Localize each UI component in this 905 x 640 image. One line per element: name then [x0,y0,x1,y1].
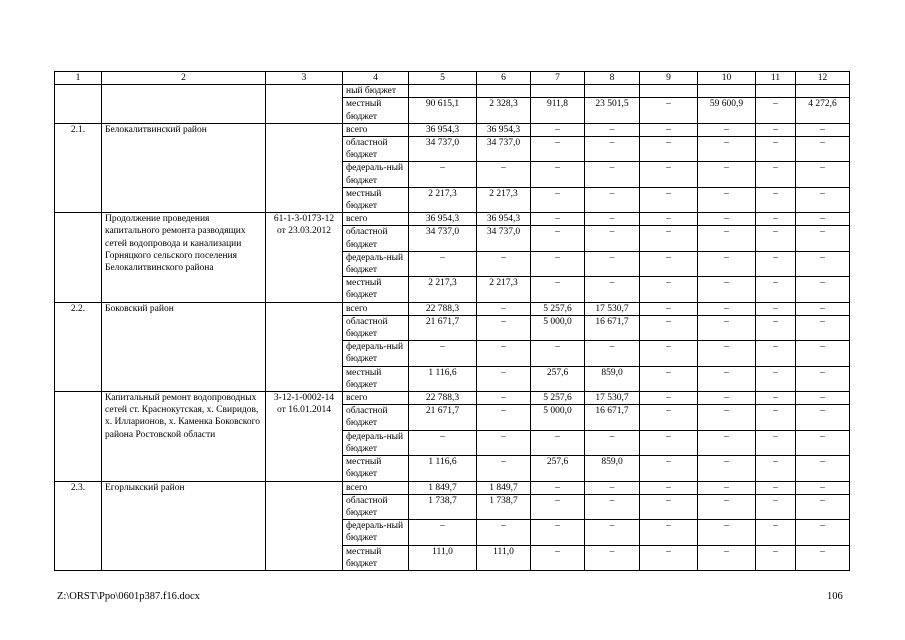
amount-cell: – [585,226,640,251]
amount-cell: – [477,392,531,405]
amount-cell: – [477,302,531,315]
amount-cell: – [756,494,796,519]
amount-cell: – [640,494,698,519]
amount-cell: – [698,277,756,302]
column-number-cell: 6 [477,72,531,85]
amount-cell: – [477,405,531,430]
funding-source-cell: областной бюджет [343,137,409,162]
amount-cell [698,85,756,98]
amount-cell: 257,6 [531,366,585,391]
amount-cell: – [585,430,640,455]
amount-cell: – [477,162,531,187]
amount-cell: 859,0 [585,366,640,391]
amount-cell [640,85,698,98]
amount-cell: 111,0 [409,545,477,570]
column-number-cell: 2 [102,72,266,85]
table-row [55,85,850,98]
amount-cell: – [698,251,756,276]
amount-cell: 21 671,7 [409,405,477,430]
amount-cell: – [756,366,796,391]
amount-cell: – [640,430,698,455]
amount-cell: – [796,405,850,430]
amount-cell: 5 000,0 [531,315,585,340]
funding-source-cell: областной бюджет [343,494,409,519]
amount-cell: 34 737,0 [409,137,477,162]
item-number-cell: 2.3. [55,481,102,570]
amount-cell: – [585,162,640,187]
amount-cell [585,85,640,98]
amount-cell: – [585,251,640,276]
item-number-cell [55,85,102,124]
footer-page-number: 106 [827,591,843,602]
amount-cell: 16 671,7 [585,405,640,430]
amount-cell: – [640,123,698,136]
amount-cell: – [585,213,640,226]
amount-cell: – [531,520,585,545]
amount-cell: 5 257,6 [531,302,585,315]
amount-cell: – [409,430,477,455]
amount-cell: – [531,481,585,494]
amount-cell: 911,8 [531,98,585,123]
amount-cell: – [756,315,796,340]
amount-cell: – [698,494,756,519]
amount-cell: 22 788,3 [409,392,477,405]
amount-cell: – [531,213,585,226]
amount-cell: 1 849,7 [477,481,531,494]
amount-cell: – [698,545,756,570]
amount-cell: – [796,162,850,187]
amount-cell: 1 849,7 [409,481,477,494]
amount-cell: – [640,481,698,494]
table-row [55,392,850,405]
column-number-cell: 5 [409,72,477,85]
amount-cell: – [698,481,756,494]
amount-cell: – [796,545,850,570]
amount-cell: – [585,277,640,302]
amount-cell: 34 737,0 [477,137,531,162]
amount-cell: – [756,213,796,226]
amount-cell: – [796,366,850,391]
amount-cell: – [640,187,698,212]
expertise-code-cell [266,302,343,391]
amount-cell: – [477,456,531,481]
amount-cell: – [531,251,585,276]
amount-cell: – [585,123,640,136]
column-number-cell: 8 [585,72,640,85]
funding-source-cell: всего [343,213,409,226]
amount-cell: 36 954,3 [477,213,531,226]
amount-cell: 111,0 [477,545,531,570]
column-number-cell: 10 [698,72,756,85]
amount-cell: 16 671,7 [585,315,640,340]
amount-cell: – [756,98,796,123]
funding-source-cell: федераль-ный бюджет [343,430,409,455]
amount-cell: – [585,545,640,570]
amount-cell: 2 217,3 [409,277,477,302]
amount-cell: – [698,405,756,430]
amount-cell: – [585,520,640,545]
funding-source-cell: местный бюджет [343,277,409,302]
amount-cell: – [531,162,585,187]
amount-cell: 23 501,5 [585,98,640,123]
funding-source-cell: федераль-ный бюджет [343,162,409,187]
amount-cell: – [477,251,531,276]
amount-cell: 90 615,1 [409,98,477,123]
amount-cell: – [756,481,796,494]
amount-cell: 2 217,3 [409,187,477,212]
amount-cell: – [640,392,698,405]
amount-cell: – [756,251,796,276]
amount-cell: – [756,187,796,212]
amount-cell: – [796,123,850,136]
amount-cell: – [477,520,531,545]
amount-cell: – [756,162,796,187]
column-number-row [55,72,850,85]
amount-cell: – [640,302,698,315]
amount-cell: 34 737,0 [409,226,477,251]
amount-cell: – [698,392,756,405]
object-name-cell: Капитальный ремонт водопроводных сетей ст. Краснокутская, х. Свиридов, х. Илларионов, х. Каменка Боковского района Ростовской области [102,392,266,481]
amount-cell: – [640,226,698,251]
amount-cell: – [756,545,796,570]
amount-cell [477,85,531,98]
amount-cell: – [698,315,756,340]
item-number-cell [55,392,102,481]
funding-source-cell: областной бюджет [343,405,409,430]
amount-cell: – [698,430,756,455]
amount-cell: – [796,302,850,315]
funding-source-cell: федераль-ный бюджет [343,520,409,545]
amount-cell: – [796,251,850,276]
amount-cell: – [698,162,756,187]
object-name-cell: Продолжение проведения капитального ремонта разводящих сетей водопровода и канализации Горняцкого сельского поселения Белокалитвинского района [102,213,266,302]
amount-cell: – [756,341,796,366]
funding-source-cell: всего [343,392,409,405]
expertise-code-cell [266,85,343,124]
amount-cell: – [796,430,850,455]
table-body [55,72,850,571]
column-number-cell: 7 [531,72,585,85]
amount-cell: – [756,302,796,315]
amount-cell [531,85,585,98]
amount-cell: 1 738,7 [409,494,477,519]
amount-cell: 1 116,6 [409,456,477,481]
amount-cell: – [585,481,640,494]
amount-cell: – [796,520,850,545]
column-number-cell: 9 [640,72,698,85]
funding-source-cell: областной бюджет [343,226,409,251]
amount-cell: – [796,137,850,162]
footer-file-path: Z:\ORST\Ppo\0601p387.f16.docx [57,591,200,602]
amount-cell: – [698,123,756,136]
funding-source-cell: областной бюджет [343,315,409,340]
funding-source-cell: федераль-ный бюджет [343,251,409,276]
amount-cell: – [585,494,640,519]
amount-cell: – [531,226,585,251]
column-number-cell: 3 [266,72,343,85]
amount-cell: 22 788,3 [409,302,477,315]
amount-cell: 5 000,0 [531,405,585,430]
object-name-cell: Егорлыкский район [102,481,266,570]
amount-cell: – [796,226,850,251]
amount-cell: – [585,187,640,212]
amount-cell: – [531,341,585,366]
amount-cell: – [698,341,756,366]
column-number-cell: 4 [343,72,409,85]
object-name-cell: Боковский район [102,302,266,391]
funding-source-cell: всего [343,302,409,315]
amount-cell: – [698,137,756,162]
amount-cell: – [531,137,585,162]
amount-cell: – [756,226,796,251]
amount-cell: 17 530,7 [585,392,640,405]
amount-cell: – [756,520,796,545]
amount-cell: – [640,456,698,481]
amount-cell: 2 217,3 [477,187,531,212]
funding-source-cell: местный бюджет [343,545,409,570]
amount-cell: – [531,494,585,519]
amount-cell: 5 257,6 [531,392,585,405]
amount-cell: – [796,456,850,481]
amount-cell: – [477,430,531,455]
funding-source-cell: всего [343,481,409,494]
expertise-code-cell: 3-12-1-0002-14 от 16.01.2014 [266,392,343,481]
amount-cell: – [531,123,585,136]
budget-table [54,71,850,571]
amount-cell: – [698,520,756,545]
amount-cell: – [756,277,796,302]
amount-cell: – [698,226,756,251]
amount-cell: – [796,481,850,494]
amount-cell: – [640,520,698,545]
amount-cell: – [640,366,698,391]
amount-cell: – [796,494,850,519]
amount-cell: – [531,187,585,212]
amount-cell: – [531,430,585,455]
amount-cell: – [756,392,796,405]
amount-cell: – [409,251,477,276]
expertise-code-cell [266,481,343,570]
amount-cell: – [796,213,850,226]
funding-source-cell: местный бюджет [343,456,409,481]
expertise-code-cell [266,123,343,212]
amount-cell: – [640,213,698,226]
amount-cell: 257,6 [531,456,585,481]
amount-cell: – [698,456,756,481]
funding-source-cell: местный бюджет [343,98,409,123]
amount-cell: – [698,213,756,226]
amount-cell: – [640,277,698,302]
amount-cell: 59 600,9 [698,98,756,123]
amount-cell: – [477,315,531,340]
amount-cell: – [640,341,698,366]
funding-source-cell: всего [343,123,409,136]
amount-cell: 859,0 [585,456,640,481]
amount-cell: – [640,251,698,276]
amount-cell: 34 737,0 [477,226,531,251]
column-number-cell: 12 [796,72,850,85]
amount-cell: – [698,366,756,391]
table-row [55,302,850,315]
amount-cell: – [477,341,531,366]
amount-cell: – [796,315,850,340]
amount-cell: – [756,430,796,455]
amount-cell: – [585,137,640,162]
amount-cell: – [698,302,756,315]
item-number-cell: 2.2. [55,302,102,391]
table-row [55,213,850,226]
amount-cell: 36 954,3 [477,123,531,136]
amount-cell: – [756,123,796,136]
amount-cell: 1 738,7 [477,494,531,519]
amount-cell: – [698,187,756,212]
amount-cell: – [409,520,477,545]
amount-cell: – [640,405,698,430]
amount-cell: 1 116,6 [409,366,477,391]
amount-cell: – [796,187,850,212]
amount-cell: – [640,545,698,570]
amount-cell: – [756,405,796,430]
amount-cell: – [409,341,477,366]
amount-cell: – [585,341,640,366]
item-number-cell [55,213,102,302]
expertise-code-cell: 61-1-3-0173-12 от 23.03.2012 [266,213,343,302]
amount-cell: 17 530,7 [585,302,640,315]
funding-source-cell: федераль-ный бюджет [343,341,409,366]
object-name-cell [102,85,266,124]
amount-cell: – [640,162,698,187]
amount-cell: 2 328,3 [477,98,531,123]
amount-cell: – [640,315,698,340]
funding-source-cell: местный бюджет [343,187,409,212]
amount-cell: – [756,456,796,481]
table-row [55,481,850,494]
amount-cell: 36 954,3 [409,123,477,136]
amount-cell [756,85,796,98]
amount-cell: – [756,137,796,162]
funding-source-cell: ный бюджет [343,85,409,98]
amount-cell: – [796,392,850,405]
amount-cell: 4 272,6 [796,98,850,123]
column-number-cell: 11 [756,72,796,85]
item-number-cell: 2.1. [55,123,102,212]
funding-source-cell: местный бюджет [343,366,409,391]
amount-cell: – [796,341,850,366]
amount-cell: 2 217,3 [477,277,531,302]
amount-cell: 21 671,7 [409,315,477,340]
amount-cell: – [531,277,585,302]
column-number-cell: 1 [55,72,102,85]
table-row [55,123,850,136]
amount-cell: – [531,545,585,570]
amount-cell: – [640,98,698,123]
amount-cell: – [477,366,531,391]
amount-cell: 36 954,3 [409,213,477,226]
amount-cell: – [796,277,850,302]
amount-cell: – [640,137,698,162]
amount-cell [796,85,850,98]
amount-cell: – [409,162,477,187]
amount-cell [409,85,477,98]
object-name-cell: Белокалитвинский район [102,123,266,212]
